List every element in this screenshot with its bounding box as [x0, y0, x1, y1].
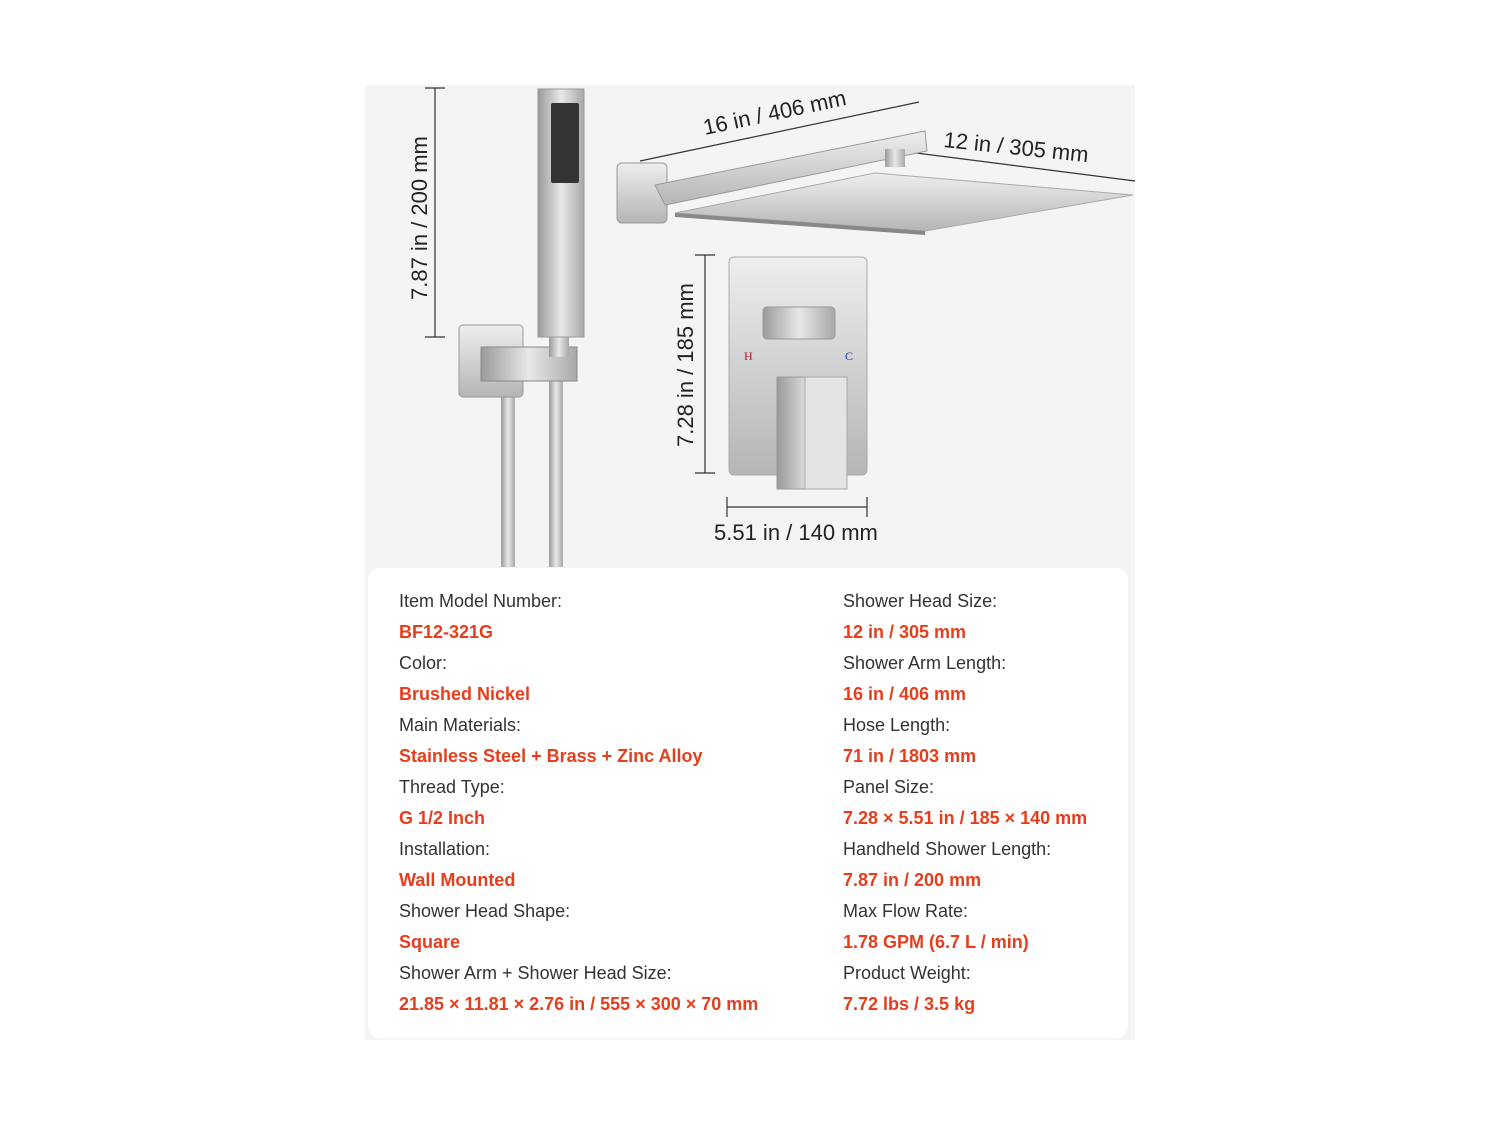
- spec-label: Hose Length:: [843, 715, 951, 735]
- valve-panel: [729, 257, 867, 489]
- spec-label: Main Materials:: [399, 715, 522, 735]
- spec-value: 1.78 GPM (6.7 L / min): [843, 932, 1029, 952]
- spec-value: 7.72 lbs / 3.5 kg: [843, 994, 976, 1014]
- spec-label: Shower Head Size:: [843, 591, 998, 611]
- handheld-length-label: 7.87 in / 200 mm: [407, 136, 432, 300]
- spec-label: Item Model Number:: [399, 591, 563, 611]
- spec-value: G 1/2 Inch: [399, 808, 486, 828]
- spec-label: Handheld Shower Length:: [843, 839, 1052, 859]
- spec-value: BF12-321G: [399, 622, 494, 642]
- panel-height-label: 7.28 in / 185 mm: [673, 283, 698, 447]
- spec-label: Max Flow Rate:: [843, 901, 969, 921]
- head-size-label: 12 in / 305 mm: [942, 127, 1090, 168]
- spec-label: Thread Type:: [399, 777, 505, 797]
- spec-value: 21.85 × 11.81 × 2.76 in / 555 × 300 × 70 mm: [399, 994, 759, 1014]
- spec-label: Shower Arm Length:: [843, 653, 1007, 673]
- spec-value: Wall Mounted: [399, 870, 516, 890]
- spec-label: Shower Head Shape:: [399, 901, 571, 921]
- spec-label: Installation:: [399, 839, 491, 859]
- spec-column-left: [399, 586, 758, 1020]
- panel-width-label: 5.51 in / 140 mm: [714, 520, 878, 545]
- spec-value: 7.28 × 5.51 in / 185 × 140 mm: [843, 808, 1088, 828]
- cold-indicator: C: [845, 349, 854, 363]
- spec-label: Product Weight:: [843, 963, 971, 983]
- hot-indicator: H: [744, 349, 753, 363]
- spec-value: 16 in / 406 mm: [843, 684, 967, 704]
- spec-value: Square: [399, 932, 461, 952]
- spec-label: Shower Arm + Shower Head Size:: [399, 963, 672, 983]
- hose: [501, 375, 563, 567]
- product-spec-sheet: [365, 85, 1135, 1040]
- panel-width-dimension-line: [727, 497, 867, 517]
- spec-card: [368, 568, 1128, 1038]
- spec-value: 7.87 in / 200 mm: [843, 870, 982, 890]
- spec-label: Panel Size:: [843, 777, 935, 797]
- panel-height-dimension-line: [695, 255, 715, 473]
- arm-length-label: 16 in / 406 mm: [700, 85, 849, 140]
- spec-value: Brushed Nickel: [399, 684, 531, 704]
- spec-column-right: [843, 586, 1087, 1020]
- handheld-shower: [538, 89, 584, 337]
- spec-label: Color:: [399, 653, 448, 673]
- product-illustration: [365, 85, 1135, 567]
- spec-value: Stainless Steel + Brass + Zinc Alloy: [399, 746, 703, 766]
- spec-value: 12 in / 305 mm: [843, 622, 967, 642]
- spec-value: 71 in / 1803 mm: [843, 746, 977, 766]
